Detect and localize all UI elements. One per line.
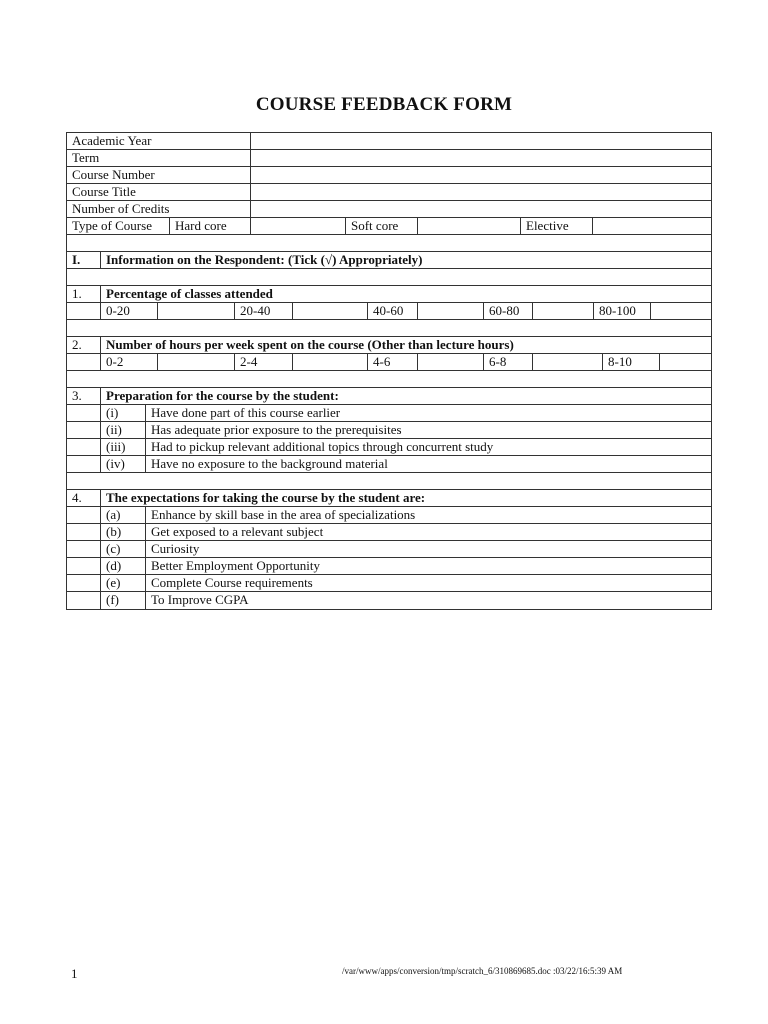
option-label: 4-6 xyxy=(368,354,418,370)
field-row-academic-year xyxy=(67,133,711,150)
tick-box[interactable] xyxy=(651,303,711,319)
field-label: Academic Year xyxy=(67,133,251,149)
tick-box[interactable] xyxy=(660,354,711,370)
q4-item[interactable] xyxy=(67,524,711,541)
field-value-credits[interactable] xyxy=(251,201,711,217)
tick-box[interactable] xyxy=(158,303,235,319)
q4-item[interactable] xyxy=(67,541,711,558)
item-key: (c) xyxy=(101,541,146,557)
tick-box[interactable] xyxy=(418,354,484,370)
form-title: COURSE FEEDBACK FORM xyxy=(255,94,513,115)
q2-header xyxy=(67,337,711,354)
option-label: 80-100 xyxy=(594,303,651,319)
q3-item[interactable] xyxy=(67,422,711,439)
option-label: 6-8 xyxy=(484,354,533,370)
spacer-row xyxy=(67,320,711,337)
option-soft-core: Soft core xyxy=(346,218,418,234)
item-text: Better Employment Opportunity xyxy=(151,558,320,573)
section-heading: Information on the Respondent: (Tick (√) Appropriately) xyxy=(106,252,423,267)
q4-item[interactable] xyxy=(67,558,711,575)
page-number: 1 xyxy=(71,966,78,981)
tick-elective[interactable] xyxy=(593,218,711,234)
option-label: 60-80 xyxy=(484,303,533,319)
question-number: 2. xyxy=(67,337,101,353)
field-row-credits xyxy=(67,201,711,218)
tick-soft-core[interactable] xyxy=(418,218,521,234)
spacer-row xyxy=(67,235,711,252)
q3-item[interactable] xyxy=(67,456,711,473)
section-i-header xyxy=(67,252,711,269)
field-label: Number of Credits xyxy=(67,201,251,217)
spacer-row xyxy=(67,371,711,388)
item-text: Curiosity xyxy=(151,541,200,556)
question-heading: Preparation for the course by the student: xyxy=(106,388,339,403)
item-text: Have done part of this course earlier xyxy=(151,405,341,420)
tick-box[interactable] xyxy=(533,354,603,370)
q4-header xyxy=(67,490,711,507)
tick-box[interactable] xyxy=(293,354,368,370)
field-row-term xyxy=(67,150,711,167)
tick-box[interactable] xyxy=(158,354,235,370)
option-hard-core: Hard core xyxy=(170,218,251,234)
tick-box[interactable] xyxy=(418,303,484,319)
item-key: (b) xyxy=(101,524,146,540)
q1-options xyxy=(67,303,711,320)
item-text: To Improve CGPA xyxy=(151,592,249,607)
field-label: Term xyxy=(67,150,251,166)
q1-header xyxy=(67,286,711,303)
item-text: Have no exposure to the background material xyxy=(151,456,388,471)
field-label: Course Title xyxy=(67,184,251,200)
item-key: (e) xyxy=(101,575,146,591)
item-text: Had to pickup relevant additional topics through concurrent study xyxy=(151,439,494,454)
field-label: Course Number xyxy=(67,167,251,183)
option-elective: Elective xyxy=(521,218,593,234)
section-number: I. xyxy=(67,252,101,268)
tick-hard-core[interactable] xyxy=(251,218,346,234)
item-key: (a) xyxy=(101,507,146,523)
item-key: (ii) xyxy=(101,422,146,438)
q4-item[interactable] xyxy=(67,575,711,592)
item-key: (i) xyxy=(101,405,146,421)
q3-item[interactable] xyxy=(67,439,711,456)
item-key: (iv) xyxy=(101,456,146,472)
question-heading: Percentage of classes attended xyxy=(106,286,273,301)
course-type-label: Type of Course xyxy=(67,218,170,234)
option-label: 0-2 xyxy=(101,354,158,370)
question-number: 4. xyxy=(67,490,101,506)
question-number: 3. xyxy=(67,388,101,404)
question-heading: The expectations for taking the course by the student are: xyxy=(106,490,426,505)
field-value-term[interactable] xyxy=(251,150,711,166)
item-key: (d) xyxy=(101,558,146,574)
q2-options xyxy=(67,354,711,371)
field-row-course-title xyxy=(67,184,711,201)
option-label: 20-40 xyxy=(235,303,293,319)
question-number: 1. xyxy=(67,286,101,302)
q4-item[interactable] xyxy=(67,592,711,609)
option-label: 2-4 xyxy=(235,354,293,370)
item-key: (iii) xyxy=(101,439,146,455)
item-text: Get exposed to a relevant subject xyxy=(151,524,324,539)
field-value-academic-year[interactable] xyxy=(251,133,711,149)
field-value-course-title[interactable] xyxy=(251,184,711,200)
course-type-row xyxy=(67,218,711,235)
q4-item[interactable] xyxy=(67,507,711,524)
spacer-row xyxy=(67,269,711,286)
question-heading: Number of hours per week spent on the course (Other than lecture hours) xyxy=(106,337,514,352)
item-text: Has adequate prior exposure to the prerequisites xyxy=(151,422,402,437)
feedback-table xyxy=(66,132,712,610)
option-label: 0-20 xyxy=(101,303,158,319)
item-text: Complete Course requirements xyxy=(151,575,313,590)
q3-item[interactable] xyxy=(67,405,711,422)
field-value-course-number[interactable] xyxy=(251,167,711,183)
item-text: Enhance by skill base in the area of specializations xyxy=(151,507,416,522)
spacer-row xyxy=(67,473,711,490)
footer-path: /var/www/apps/conversion/tmp/scratch_6/310869685.doc :03/22/16:5:39 AM xyxy=(342,966,623,976)
option-label: 8-10 xyxy=(603,354,660,370)
tick-box[interactable] xyxy=(293,303,368,319)
item-key: (f) xyxy=(101,592,146,609)
tick-box[interactable] xyxy=(533,303,594,319)
option-label: 40-60 xyxy=(368,303,418,319)
field-row-course-number xyxy=(67,167,711,184)
q3-header xyxy=(67,388,711,405)
